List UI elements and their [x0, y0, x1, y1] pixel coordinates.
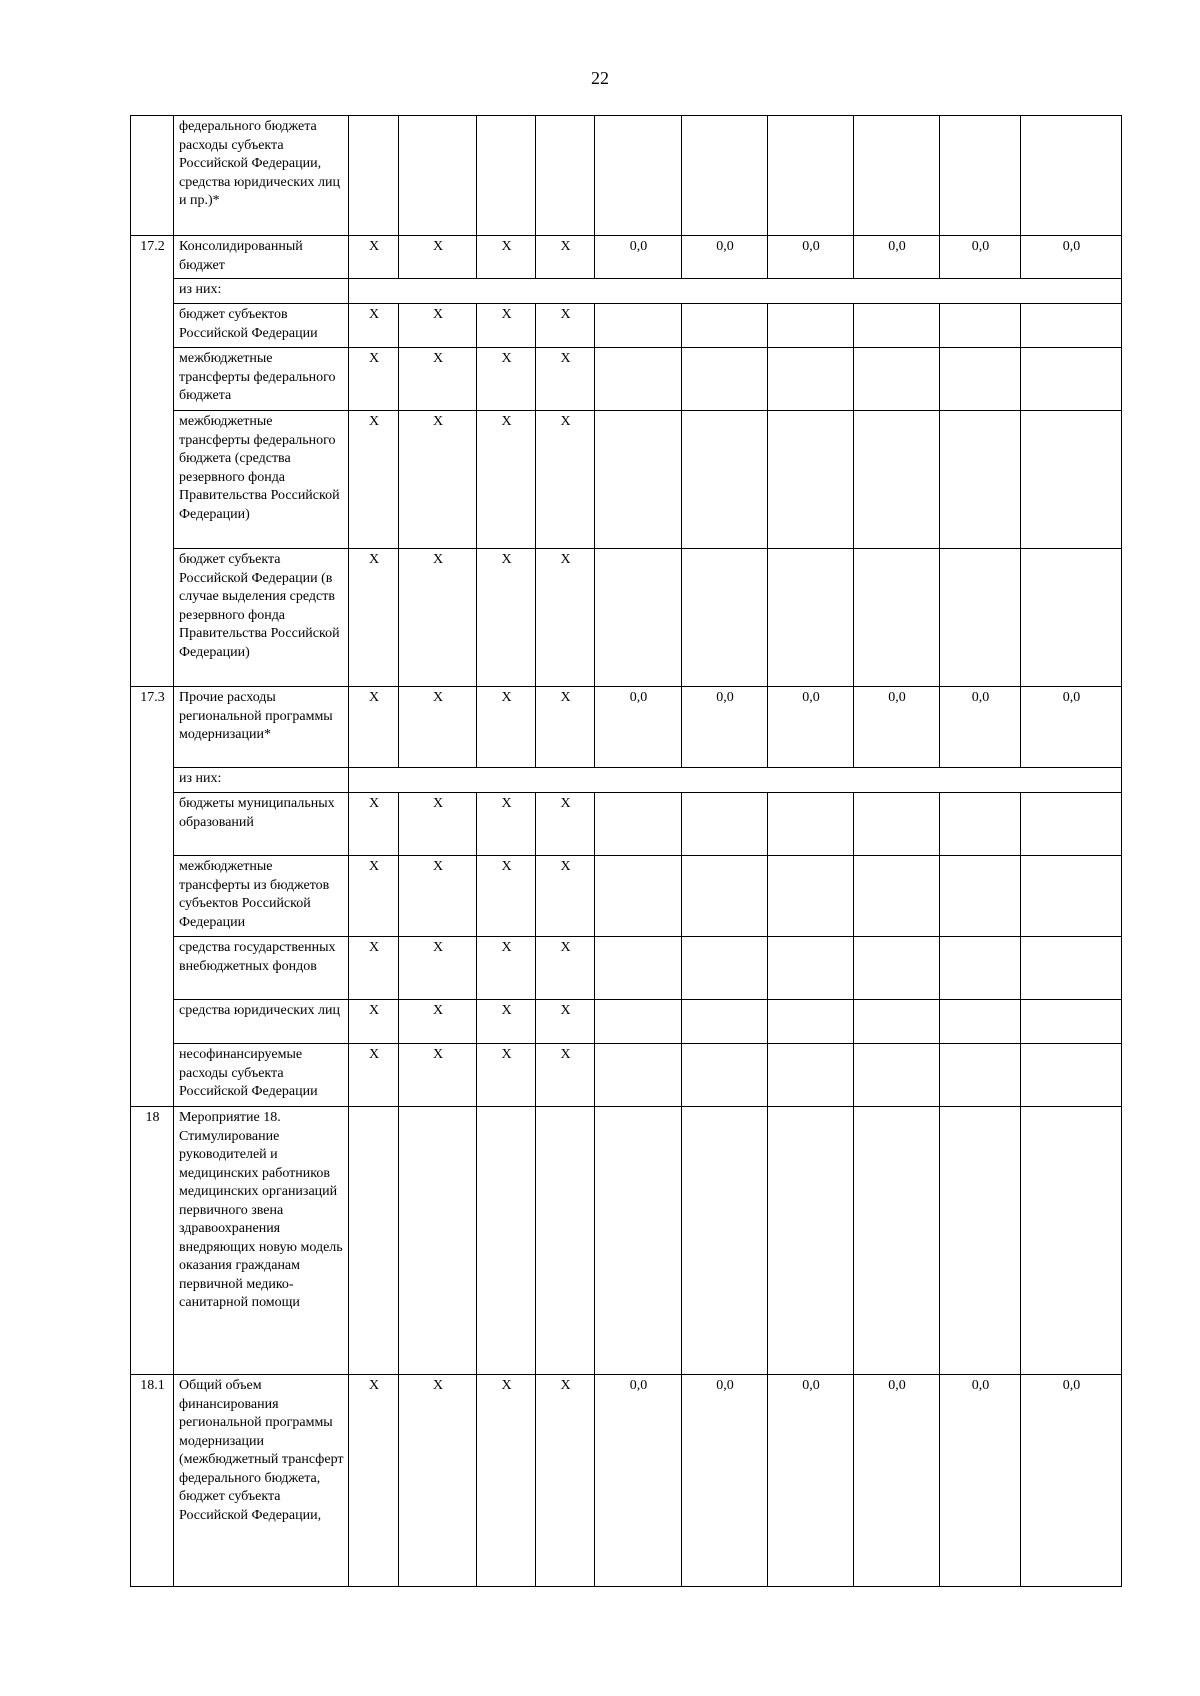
value-cell [595, 411, 682, 549]
table-row [131, 768, 1122, 793]
value-cell: X [399, 937, 477, 1000]
value-cell: 0,0 [940, 687, 1021, 768]
value-cell: 0,0 [682, 687, 768, 768]
value-cell: X [477, 687, 536, 768]
value-cell: X [349, 1044, 399, 1107]
value-cell [940, 1044, 1021, 1107]
empty-merged-cell [349, 279, 1122, 304]
value-cell: 0,0 [1021, 1375, 1122, 1587]
value-cell: X [349, 1000, 399, 1044]
value-cell: X [477, 793, 536, 856]
table-row [131, 236, 1122, 279]
value-cell [854, 1107, 940, 1375]
value-cell: X [477, 304, 536, 348]
value-cell: X [399, 348, 477, 411]
value-cell: X [477, 1000, 536, 1044]
value-cell [768, 116, 854, 236]
value-cell [682, 1044, 768, 1107]
value-cell: X [536, 1044, 595, 1107]
value-cell: X [399, 687, 477, 768]
value-cell [595, 304, 682, 348]
value-cell [940, 116, 1021, 236]
value-cell [768, 549, 854, 687]
value-cell: X [477, 1375, 536, 1587]
value-cell: X [536, 937, 595, 1000]
value-cell: X [349, 236, 399, 279]
value-cell: 0,0 [682, 236, 768, 279]
value-cell [1021, 304, 1122, 348]
table-row [131, 411, 1122, 549]
value-cell [595, 348, 682, 411]
value-cell [854, 411, 940, 549]
value-cell [940, 549, 1021, 687]
value-cell [854, 1044, 940, 1107]
value-cell [595, 937, 682, 1000]
value-cell: X [477, 856, 536, 937]
value-cell [1021, 348, 1122, 411]
table-row [131, 279, 1122, 304]
value-cell [682, 411, 768, 549]
value-cell [768, 937, 854, 1000]
value-cell: 0,0 [595, 236, 682, 279]
value-cell [768, 411, 854, 549]
value-cell: X [477, 937, 536, 1000]
value-cell [536, 1107, 595, 1375]
value-cell [595, 116, 682, 236]
value-cell: X [477, 1044, 536, 1107]
table-row [131, 1000, 1122, 1044]
value-cell [682, 937, 768, 1000]
value-cell: X [536, 304, 595, 348]
page-number: 22 [591, 68, 609, 88]
value-cell [399, 1107, 477, 1375]
value-cell [768, 304, 854, 348]
value-cell: X [349, 348, 399, 411]
value-cell: X [536, 1375, 595, 1587]
value-cell: X [536, 236, 595, 279]
table-row [131, 1375, 1122, 1587]
row-description: Прочие расходы региональной программы модернизации* [174, 687, 349, 768]
value-cell [940, 856, 1021, 937]
value-cell [940, 1000, 1021, 1044]
value-cell [854, 348, 940, 411]
row-description: Общий объем финансирования региональной программы модернизации (межбюджетный трансферт федерального бюджета, бюджет субъекта Российской Федерации, [174, 1375, 349, 1587]
value-cell [595, 549, 682, 687]
row-description: из них: [174, 279, 349, 304]
row-description: средства государственных внебюджетных фондов [174, 937, 349, 1000]
value-cell: X [477, 549, 536, 687]
value-cell [768, 856, 854, 937]
value-cell [536, 116, 595, 236]
row-description: несофинансируемые расходы субъекта Российской Федерации [174, 1044, 349, 1107]
row-description: федерального бюджета расходы субъекта Российской Федерации, средства юридических лиц и пр.)* [174, 116, 349, 236]
value-cell: 0,0 [682, 1375, 768, 1587]
row-number: 18 [131, 1107, 174, 1375]
row-number: 17.3 [131, 687, 174, 1107]
row-description: бюджет субъекта Российской Федерации (в случае выделения средств резервного фонда Правительства Российской Федерации) [174, 549, 349, 687]
table-row [131, 937, 1122, 1000]
row-description: Мероприятие 18. Стимулирование руководителей и медицинских работников медицинских организаций первичного звена здравоохранения внедряющих новую модель оказания гражданам первичной медико-санитарной помощи [174, 1107, 349, 1375]
row-description: межбюджетные трансферты федерального бюджета (средства резервного фонда Правительства Российской Федерации) [174, 411, 349, 549]
value-cell: 0,0 [768, 687, 854, 768]
value-cell [1021, 856, 1122, 937]
value-cell: X [349, 937, 399, 1000]
value-cell [854, 116, 940, 236]
table-row [131, 1044, 1122, 1107]
value-cell: X [536, 549, 595, 687]
table-row [131, 687, 1122, 768]
value-cell [682, 1000, 768, 1044]
value-cell [940, 793, 1021, 856]
value-cell [854, 937, 940, 1000]
value-cell: 0,0 [768, 1375, 854, 1587]
value-cell [940, 304, 1021, 348]
value-cell: 0,0 [854, 236, 940, 279]
value-cell [349, 116, 399, 236]
row-description: Консолидированный бюджет [174, 236, 349, 279]
row-number [131, 116, 174, 236]
value-cell: X [399, 856, 477, 937]
row-description: межбюджетные трансферты федерального бюджета [174, 348, 349, 411]
value-cell [854, 856, 940, 937]
value-cell [940, 937, 1021, 1000]
table-row [131, 348, 1122, 411]
value-cell: X [349, 793, 399, 856]
value-cell [940, 1107, 1021, 1375]
value-cell: X [399, 304, 477, 348]
value-cell: X [349, 856, 399, 937]
value-cell: 0,0 [854, 1375, 940, 1587]
value-cell: 0,0 [940, 1375, 1021, 1587]
value-cell [682, 1107, 768, 1375]
value-cell: 0,0 [595, 1375, 682, 1587]
value-cell: X [399, 549, 477, 687]
value-cell [595, 856, 682, 937]
value-cell: X [536, 856, 595, 937]
value-cell [768, 1107, 854, 1375]
row-number: 17.2 [131, 236, 174, 687]
value-cell: X [536, 411, 595, 549]
table-row [131, 116, 1122, 236]
value-cell [854, 793, 940, 856]
value-cell: 0,0 [1021, 687, 1122, 768]
value-cell [595, 1000, 682, 1044]
value-cell [477, 1107, 536, 1375]
value-cell [399, 116, 477, 236]
value-cell: 0,0 [768, 236, 854, 279]
row-description: бюджет субъектов Российской Федерации [174, 304, 349, 348]
value-cell: X [536, 1000, 595, 1044]
table-row [131, 793, 1122, 856]
value-cell: 0,0 [854, 687, 940, 768]
value-cell: X [349, 304, 399, 348]
value-cell [682, 304, 768, 348]
value-cell [1021, 411, 1122, 549]
value-cell: 0,0 [595, 687, 682, 768]
value-cell: X [349, 1375, 399, 1587]
value-cell [682, 116, 768, 236]
value-cell [768, 348, 854, 411]
value-cell: X [536, 793, 595, 856]
row-description: из них: [174, 768, 349, 793]
value-cell [768, 1000, 854, 1044]
value-cell: X [536, 348, 595, 411]
value-cell [768, 793, 854, 856]
row-description: межбюджетные трансферты из бюджетов субъектов Российской Федерации [174, 856, 349, 937]
value-cell [1021, 549, 1122, 687]
table-row [131, 1107, 1122, 1375]
value-cell [682, 549, 768, 687]
row-description: средства юридических лиц [174, 1000, 349, 1044]
value-cell [1021, 1107, 1122, 1375]
value-cell [349, 1107, 399, 1375]
table-row [131, 304, 1122, 348]
financing-table [130, 115, 1122, 1587]
value-cell: X [477, 348, 536, 411]
value-cell [595, 1107, 682, 1375]
value-cell: X [399, 1000, 477, 1044]
value-cell [682, 793, 768, 856]
value-cell: X [349, 411, 399, 549]
value-cell [768, 1044, 854, 1107]
value-cell [1021, 1000, 1122, 1044]
empty-merged-cell [349, 768, 1122, 793]
value-cell [595, 793, 682, 856]
value-cell [595, 1044, 682, 1107]
value-cell: 0,0 [1021, 236, 1122, 279]
value-cell: X [477, 411, 536, 549]
value-cell [854, 1000, 940, 1044]
value-cell [854, 304, 940, 348]
row-number: 18.1 [131, 1375, 174, 1587]
value-cell [940, 411, 1021, 549]
value-cell [1021, 1044, 1122, 1107]
value-cell [1021, 793, 1122, 856]
value-cell [940, 348, 1021, 411]
value-cell: X [399, 236, 477, 279]
value-cell: X [399, 411, 477, 549]
value-cell: X [349, 687, 399, 768]
value-cell [682, 856, 768, 937]
value-cell: X [399, 1375, 477, 1587]
value-cell [1021, 937, 1122, 1000]
value-cell [1021, 116, 1122, 236]
value-cell [682, 348, 768, 411]
row-description: бюджеты муниципальных образований [174, 793, 349, 856]
table-row [131, 549, 1122, 687]
value-cell: X [349, 549, 399, 687]
table-row [131, 856, 1122, 937]
value-cell: X [399, 793, 477, 856]
value-cell: X [536, 687, 595, 768]
value-cell: X [477, 236, 536, 279]
value-cell: X [399, 1044, 477, 1107]
value-cell [477, 116, 536, 236]
value-cell: 0,0 [940, 236, 1021, 279]
value-cell [854, 549, 940, 687]
